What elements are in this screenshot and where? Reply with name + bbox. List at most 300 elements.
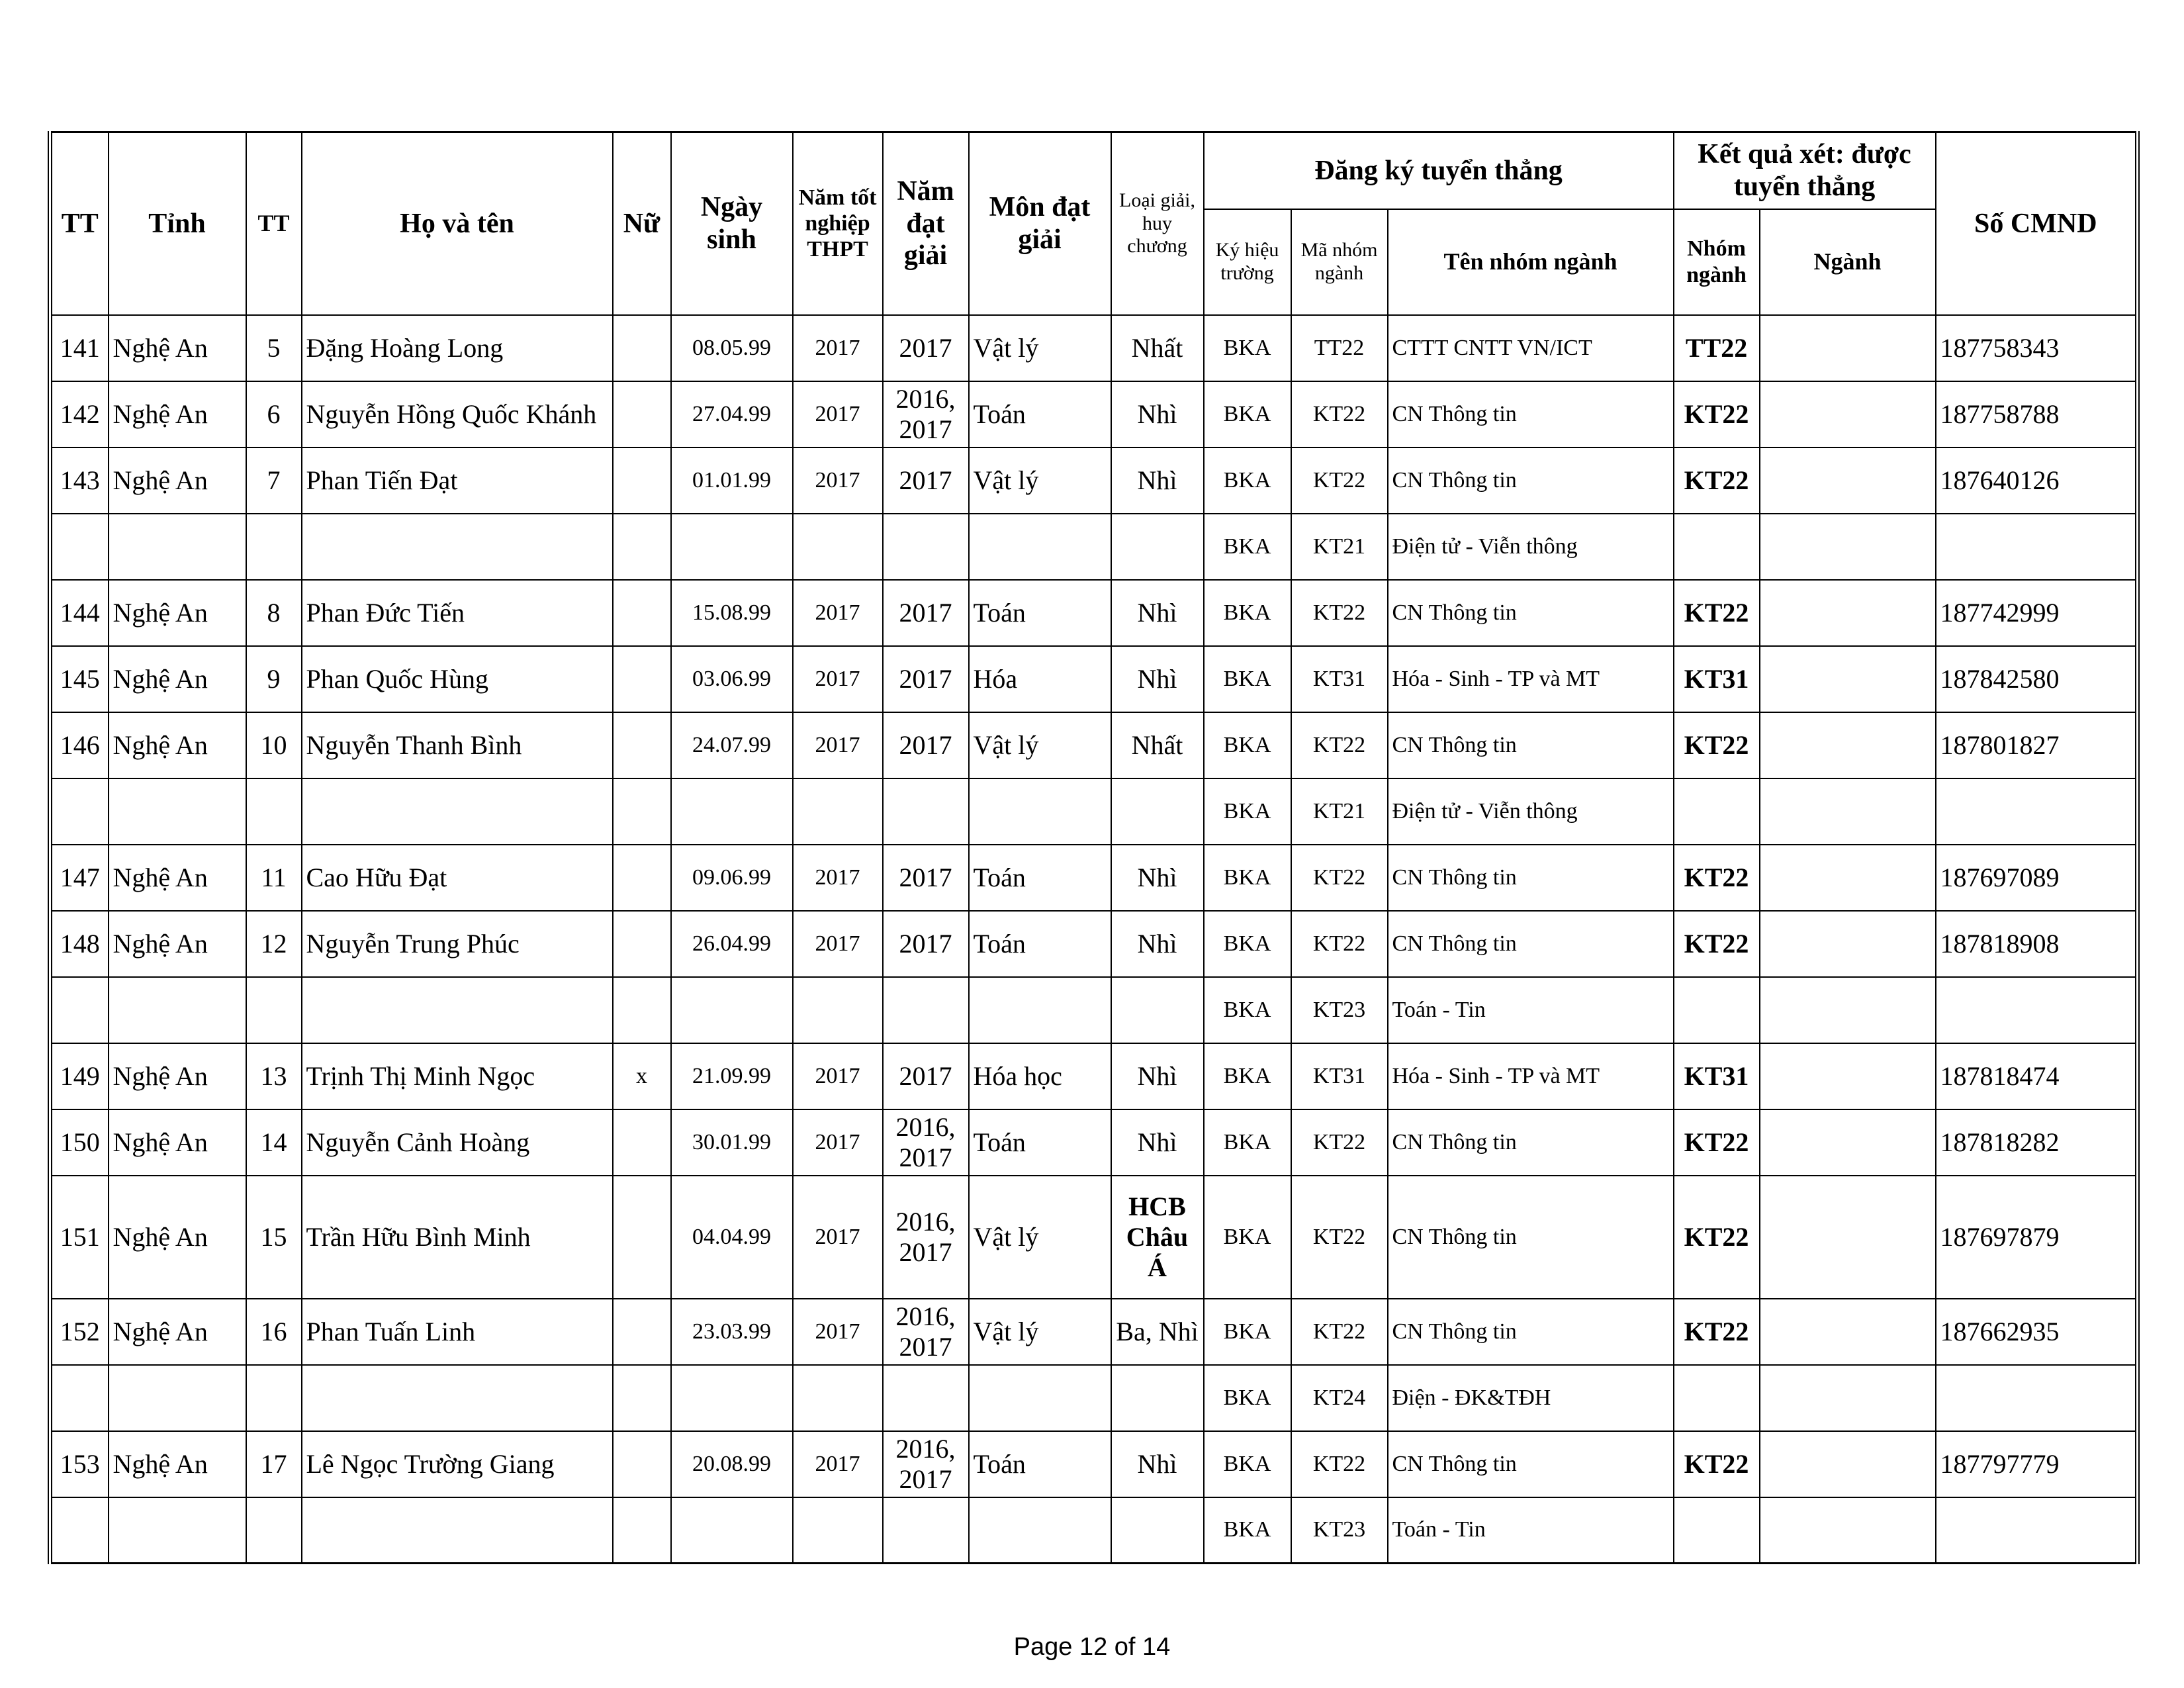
cell-grad-year: 2017 <box>793 1431 883 1497</box>
cell-grad-year: 2017 <box>793 845 883 911</box>
cell-subject: Hóa <box>969 646 1111 712</box>
cell-school-code: BKA <box>1204 1176 1291 1299</box>
cell-tt: 146 <box>50 712 109 778</box>
cell-school-code: BKA <box>1204 580 1291 646</box>
cell-dob: 20.08.99 <box>671 1431 793 1497</box>
cell-grad-year: 2017 <box>793 911 883 977</box>
header-ho-ten: Họ và tên <box>302 132 613 315</box>
cell-school-code: BKA <box>1204 712 1291 778</box>
cell-dob: 30.01.99 <box>671 1109 793 1176</box>
cell-tinh <box>109 1497 246 1564</box>
cell-result-major <box>1760 514 1936 580</box>
cell-cmnd: 187697879 <box>1936 1176 2138 1299</box>
cell-nu <box>613 381 671 447</box>
cell-prize: Nhì <box>1111 1431 1204 1497</box>
cell-school-code: BKA <box>1204 381 1291 447</box>
cell-award-year: 2016, 2017 <box>883 1431 969 1497</box>
header-nhom-nganh: Nhóm ngành <box>1674 209 1760 315</box>
cell-dob: 21.09.99 <box>671 1043 793 1109</box>
cell-dob: 26.04.99 <box>671 911 793 977</box>
cell-group-name: CN Thông tin <box>1388 911 1674 977</box>
cell-nu <box>613 778 671 845</box>
table-row-continuation <box>50 977 2138 1043</box>
cell-result-major <box>1760 381 1936 447</box>
cell-group-name: CN Thông tin <box>1388 381 1674 447</box>
cell-group-code: KT21 <box>1291 514 1388 580</box>
cell-cmnd: 187758343 <box>1936 315 2138 381</box>
cell-group-code: KT31 <box>1291 1043 1388 1109</box>
cell-nu <box>613 977 671 1043</box>
cell-group-code: TT22 <box>1291 315 1388 381</box>
cell-result-group: KT31 <box>1674 1043 1760 1109</box>
cell-award-year: 2016, 2017 <box>883 1109 969 1176</box>
cell-result-major <box>1760 1497 1936 1564</box>
cell-name: Nguyễn Cảnh Hoàng <box>302 1109 613 1176</box>
table-row-continuation <box>50 778 2138 845</box>
header-ten-nhom-nganh: Tên nhóm ngành <box>1388 209 1674 315</box>
cell-prize: Nhì <box>1111 447 1204 514</box>
cell-dob <box>671 1497 793 1564</box>
cell-nu <box>613 1176 671 1299</box>
cell-tt2 <box>246 1365 302 1431</box>
header-tt2: TT <box>246 132 302 315</box>
cell-tt2: 6 <box>246 381 302 447</box>
cell-subject <box>969 977 1111 1043</box>
cell-subject <box>969 514 1111 580</box>
cell-name <box>302 1365 613 1431</box>
header-mon-dat-giai: Môn đạt giải <box>969 132 1111 315</box>
cell-result-group: KT22 <box>1674 1109 1760 1176</box>
table-row <box>50 447 2138 514</box>
cell-prize: Nhì <box>1111 580 1204 646</box>
cell-group-code: KT24 <box>1291 1365 1388 1431</box>
cell-tinh: Nghệ An <box>109 580 246 646</box>
table-row <box>50 1109 2138 1176</box>
cell-grad-year: 2017 <box>793 1176 883 1299</box>
cell-tinh: Nghệ An <box>109 381 246 447</box>
cell-tinh: Nghệ An <box>109 712 246 778</box>
cell-nu: x <box>613 1043 671 1109</box>
cell-nu <box>613 1299 671 1365</box>
cell-cmnd: 187818474 <box>1936 1043 2138 1109</box>
cell-tt2: 14 <box>246 1109 302 1176</box>
cell-school-code: BKA <box>1204 1109 1291 1176</box>
header-ky-hieu-truong: Ký hiệu trường <box>1204 209 1291 315</box>
cell-school-code: BKA <box>1204 646 1291 712</box>
cell-name: Đặng Hoàng Long <box>302 315 613 381</box>
cell-award-year: 2017 <box>883 646 969 712</box>
cell-name <box>302 514 613 580</box>
cell-award-year <box>883 1497 969 1564</box>
cell-tinh <box>109 1365 246 1431</box>
cell-nu <box>613 1365 671 1431</box>
table-body <box>50 315 2138 1564</box>
cell-result-group <box>1674 1365 1760 1431</box>
cell-group-code: KT22 <box>1291 845 1388 911</box>
table-row-continuation <box>50 1497 2138 1564</box>
cell-result-major <box>1760 1109 1936 1176</box>
cell-subject: Toán <box>969 580 1111 646</box>
cell-result-major <box>1760 911 1936 977</box>
cell-grad-year: 2017 <box>793 381 883 447</box>
cell-group-name: CN Thông tin <box>1388 1176 1674 1299</box>
cell-group-name: Điện tử - Viễn thông <box>1388 778 1674 845</box>
cell-tt: 147 <box>50 845 109 911</box>
cell-tinh: Nghệ An <box>109 447 246 514</box>
cell-cmnd: 187742999 <box>1936 580 2138 646</box>
table-row <box>50 911 2138 977</box>
cell-subject: Vật lý <box>969 315 1111 381</box>
cell-tt: 142 <box>50 381 109 447</box>
cell-name: Phan Tuấn Linh <box>302 1299 613 1365</box>
cell-school-code: BKA <box>1204 1497 1291 1564</box>
cell-group-code: KT22 <box>1291 447 1388 514</box>
cell-tt: 144 <box>50 580 109 646</box>
cell-nu <box>613 845 671 911</box>
cell-prize <box>1111 514 1204 580</box>
cell-school-code: BKA <box>1204 514 1291 580</box>
cell-result-group: KT22 <box>1674 845 1760 911</box>
cell-cmnd: 187697089 <box>1936 845 2138 911</box>
cell-school-code: BKA <box>1204 911 1291 977</box>
cell-name <box>302 1497 613 1564</box>
cell-result-major <box>1760 646 1936 712</box>
cell-subject <box>969 1497 1111 1564</box>
cell-tt: 151 <box>50 1176 109 1299</box>
cell-prize: Nhì <box>1111 845 1204 911</box>
table-row <box>50 712 2138 778</box>
cell-result-group: KT22 <box>1674 712 1760 778</box>
cell-dob: 24.07.99 <box>671 712 793 778</box>
cell-name: Trần Hữu Bình Minh <box>302 1176 613 1299</box>
cell-award-year: 2017 <box>883 1043 969 1109</box>
table-row <box>50 381 2138 447</box>
cell-grad-year: 2017 <box>793 646 883 712</box>
table-row <box>50 1299 2138 1365</box>
cell-tt: 141 <box>50 315 109 381</box>
cell-group-name: CTTT CNTT VN/ICT <box>1388 315 1674 381</box>
cell-prize: Nhì <box>1111 381 1204 447</box>
cell-tinh: Nghệ An <box>109 646 246 712</box>
cell-school-code: BKA <box>1204 1299 1291 1365</box>
cell-group-name: CN Thông tin <box>1388 1299 1674 1365</box>
cell-result-group <box>1674 514 1760 580</box>
cell-tt2: 17 <box>246 1431 302 1497</box>
cell-school-code: BKA <box>1204 1431 1291 1497</box>
cell-tt2 <box>246 778 302 845</box>
cell-grad-year: 2017 <box>793 580 883 646</box>
cell-award-year <box>883 977 969 1043</box>
cell-tt2 <box>246 1497 302 1564</box>
cell-subject <box>969 1365 1111 1431</box>
cell-group-name: Điện tử - Viễn thông <box>1388 514 1674 580</box>
cell-group-name: Điện - ĐK&TĐH <box>1388 1365 1674 1431</box>
cell-grad-year <box>793 1497 883 1564</box>
cell-name: Lê Ngọc Trường Giang <box>302 1431 613 1497</box>
cell-subject: Toán <box>969 911 1111 977</box>
cell-award-year: 2017 <box>883 447 969 514</box>
cell-prize: Nhất <box>1111 315 1204 381</box>
cell-subject: Toán <box>969 1431 1111 1497</box>
cell-group-name: Toán - Tin <box>1388 977 1674 1043</box>
cell-group-name: Hóa - Sinh - TP và MT <box>1388 1043 1674 1109</box>
cell-prize: Nhì <box>1111 1043 1204 1109</box>
cell-award-year: 2016, 2017 <box>883 1299 969 1365</box>
cell-subject: Vật lý <box>969 447 1111 514</box>
cell-award-year: 2017 <box>883 845 969 911</box>
cell-tinh <box>109 977 246 1043</box>
cell-cmnd <box>1936 1365 2138 1431</box>
cell-dob: 09.06.99 <box>671 845 793 911</box>
table-row <box>50 1431 2138 1497</box>
cell-dob <box>671 1365 793 1431</box>
cell-name: Nguyễn Thanh Bình <box>302 712 613 778</box>
page-footer: Page 12 of 14 <box>1013 1633 1171 1661</box>
cell-award-year <box>883 514 969 580</box>
cell-cmnd: 187818282 <box>1936 1109 2138 1176</box>
cell-group-name: CN Thông tin <box>1388 712 1674 778</box>
cell-subject: Toán <box>969 381 1111 447</box>
cell-tinh: Nghệ An <box>109 1176 246 1299</box>
cell-school-code: BKA <box>1204 447 1291 514</box>
cell-prize: Nhì <box>1111 646 1204 712</box>
header-nam-tot-nghiep: Năm tốt nghiệp THPT <box>793 132 883 315</box>
cell-result-major <box>1760 977 1936 1043</box>
table-row-continuation <box>50 514 2138 580</box>
cell-grad-year: 2017 <box>793 315 883 381</box>
cell-prize: Ba, Nhì <box>1111 1299 1204 1365</box>
table-row <box>50 1043 2138 1109</box>
cell-grad-year: 2017 <box>793 1109 883 1176</box>
cell-school-code: BKA <box>1204 977 1291 1043</box>
cell-grad-year: 2017 <box>793 1299 883 1365</box>
cell-award-year: 2016, 2017 <box>883 1176 969 1299</box>
cell-tinh <box>109 778 246 845</box>
cell-name: Phan Quốc Hùng <box>302 646 613 712</box>
cell-prize <box>1111 1497 1204 1564</box>
table-row <box>50 1176 2138 1299</box>
cell-result-major <box>1760 315 1936 381</box>
header-tinh: Tỉnh <box>109 132 246 315</box>
header-ngay-sinh: Ngày sinh <box>671 132 793 315</box>
cell-tt: 143 <box>50 447 109 514</box>
cell-dob: 01.01.99 <box>671 447 793 514</box>
cell-grad-year: 2017 <box>793 447 883 514</box>
cell-subject: Vật lý <box>969 1176 1111 1299</box>
cell-result-group <box>1674 1497 1760 1564</box>
cell-cmnd <box>1936 778 2138 845</box>
header-nam-dat-giai: Năm đạt giải <box>883 132 969 315</box>
cell-nu <box>613 315 671 381</box>
cell-tt: 149 <box>50 1043 109 1109</box>
cell-dob <box>671 514 793 580</box>
cell-group-name: Hóa - Sinh - TP và MT <box>1388 646 1674 712</box>
cell-name: Phan Tiến Đạt <box>302 447 613 514</box>
cell-prize <box>1111 977 1204 1043</box>
table-row-continuation <box>50 1365 2138 1431</box>
cell-group-code: KT22 <box>1291 1176 1388 1299</box>
cell-grad-year <box>793 514 883 580</box>
cell-group-code: KT22 <box>1291 1431 1388 1497</box>
cell-result-group: KT22 <box>1674 1299 1760 1365</box>
cell-name: Nguyễn Trung Phúc <box>302 911 613 977</box>
cell-result-major <box>1760 778 1936 845</box>
cell-result-group: KT22 <box>1674 911 1760 977</box>
cell-grad-year <box>793 1365 883 1431</box>
cell-grad-year <box>793 778 883 845</box>
cell-group-name: CN Thông tin <box>1388 1431 1674 1497</box>
cell-result-group: TT22 <box>1674 315 1760 381</box>
cell-subject <box>969 778 1111 845</box>
cell-tt <box>50 1497 109 1564</box>
cell-dob: 04.04.99 <box>671 1176 793 1299</box>
cell-result-group <box>1674 778 1760 845</box>
cell-prize: Nhì <box>1111 911 1204 977</box>
cell-tt: 145 <box>50 646 109 712</box>
cell-tt <box>50 514 109 580</box>
cell-prize <box>1111 778 1204 845</box>
cell-dob: 08.05.99 <box>671 315 793 381</box>
cell-tt2: 12 <box>246 911 302 977</box>
cell-result-major <box>1760 845 1936 911</box>
cell-award-year: 2017 <box>883 315 969 381</box>
cell-subject: Toán <box>969 845 1111 911</box>
cell-nu <box>613 911 671 977</box>
cell-prize <box>1111 1365 1204 1431</box>
cell-cmnd: 187818908 <box>1936 911 2138 977</box>
cell-group-code: KT22 <box>1291 381 1388 447</box>
cell-tt: 150 <box>50 1109 109 1176</box>
cell-tt2 <box>246 514 302 580</box>
cell-dob <box>671 977 793 1043</box>
cell-tt2: 13 <box>246 1043 302 1109</box>
cell-name: Phan Đức Tiến <box>302 580 613 646</box>
cell-group-code: KT23 <box>1291 1497 1388 1564</box>
cell-tt2: 9 <box>246 646 302 712</box>
cell-result-group <box>1674 977 1760 1043</box>
cell-tinh: Nghệ An <box>109 1431 246 1497</box>
cell-tt2: 8 <box>246 580 302 646</box>
cell-tinh: Nghệ An <box>109 1299 246 1365</box>
header-ma-nhom-nganh: Mã nhóm ngành <box>1291 209 1388 315</box>
cell-cmnd <box>1936 514 2138 580</box>
cell-school-code: BKA <box>1204 845 1291 911</box>
cell-tt2: 15 <box>246 1176 302 1299</box>
cell-tt2 <box>246 977 302 1043</box>
cell-nu <box>613 580 671 646</box>
table-row <box>50 315 2138 381</box>
cell-dob: 15.08.99 <box>671 580 793 646</box>
cell-group-code: KT22 <box>1291 1299 1388 1365</box>
cell-group-code: KT22 <box>1291 911 1388 977</box>
cell-group-code: KT22 <box>1291 580 1388 646</box>
cell-award-year: 2017 <box>883 911 969 977</box>
cell-name <box>302 778 613 845</box>
cell-result-major <box>1760 447 1936 514</box>
cell-cmnd <box>1936 1497 2138 1564</box>
header-nu: Nữ <box>613 132 671 315</box>
table-row <box>50 580 2138 646</box>
cell-result-group: KT22 <box>1674 580 1760 646</box>
cell-result-major <box>1760 1176 1936 1299</box>
cell-result-group: KT22 <box>1674 1176 1760 1299</box>
cell-group-name: CN Thông tin <box>1388 845 1674 911</box>
cell-prize: HCB Châu Á <box>1111 1176 1204 1299</box>
cell-group-code: KT23 <box>1291 977 1388 1043</box>
header-tt: TT <box>50 132 109 315</box>
cell-name: Trịnh Thị Minh Ngọc <box>302 1043 613 1109</box>
cell-name: Cao Hữu Đạt <box>302 845 613 911</box>
cell-group-code: KT21 <box>1291 778 1388 845</box>
cell-tt: 153 <box>50 1431 109 1497</box>
cell-group-code: KT22 <box>1291 1109 1388 1176</box>
admission-table <box>48 131 2140 1564</box>
cell-subject: Vật lý <box>969 1299 1111 1365</box>
cell-subject: Vật lý <box>969 712 1111 778</box>
cell-dob: 23.03.99 <box>671 1299 793 1365</box>
cell-group-name: CN Thông tin <box>1388 1109 1674 1176</box>
cell-tt2: 11 <box>246 845 302 911</box>
cell-result-major <box>1760 1365 1936 1431</box>
cell-tt <box>50 1365 109 1431</box>
cell-result-group: KT22 <box>1674 381 1760 447</box>
cell-result-group: KT31 <box>1674 646 1760 712</box>
cell-subject: Toán <box>969 1109 1111 1176</box>
cell-result-group: KT22 <box>1674 1431 1760 1497</box>
cell-school-code: BKA <box>1204 1043 1291 1109</box>
cell-group-name: CN Thông tin <box>1388 580 1674 646</box>
cell-cmnd <box>1936 977 2138 1043</box>
cell-nu <box>613 1497 671 1564</box>
cell-tt2: 5 <box>246 315 302 381</box>
cell-prize: Nhất <box>1111 712 1204 778</box>
cell-tinh: Nghệ An <box>109 315 246 381</box>
cell-cmnd: 187801827 <box>1936 712 2138 778</box>
cell-nu <box>613 447 671 514</box>
cell-cmnd: 187758788 <box>1936 381 2138 447</box>
cell-nu <box>613 514 671 580</box>
cell-name <box>302 977 613 1043</box>
cell-dob: 03.06.99 <box>671 646 793 712</box>
cell-cmnd: 187842580 <box>1936 646 2138 712</box>
cell-group-name: CN Thông tin <box>1388 447 1674 514</box>
cell-result-major <box>1760 1431 1936 1497</box>
cell-nu <box>613 1431 671 1497</box>
cell-group-code: KT31 <box>1291 646 1388 712</box>
cell-dob <box>671 778 793 845</box>
cell-cmnd: 187797779 <box>1936 1431 2138 1497</box>
header-loai-giai: Loại giải, huy chương <box>1111 132 1204 315</box>
cell-tinh: Nghệ An <box>109 911 246 977</box>
cell-result-major <box>1760 712 1936 778</box>
cell-tt: 152 <box>50 1299 109 1365</box>
cell-school-code: BKA <box>1204 315 1291 381</box>
cell-nu <box>613 1109 671 1176</box>
cell-award-year: 2016, 2017 <box>883 381 969 447</box>
cell-grad-year: 2017 <box>793 712 883 778</box>
cell-tt <box>50 977 109 1043</box>
cell-award-year <box>883 1365 969 1431</box>
cell-tinh: Nghệ An <box>109 1109 246 1176</box>
cell-group-name: Toán - Tin <box>1388 1497 1674 1564</box>
cell-tinh <box>109 514 246 580</box>
cell-subject: Hóa học <box>969 1043 1111 1109</box>
table-row <box>50 646 2138 712</box>
cell-tt: 148 <box>50 911 109 977</box>
header-nganh: Ngành <box>1760 209 1936 315</box>
cell-tinh: Nghệ An <box>109 845 246 911</box>
cell-tt2: 10 <box>246 712 302 778</box>
